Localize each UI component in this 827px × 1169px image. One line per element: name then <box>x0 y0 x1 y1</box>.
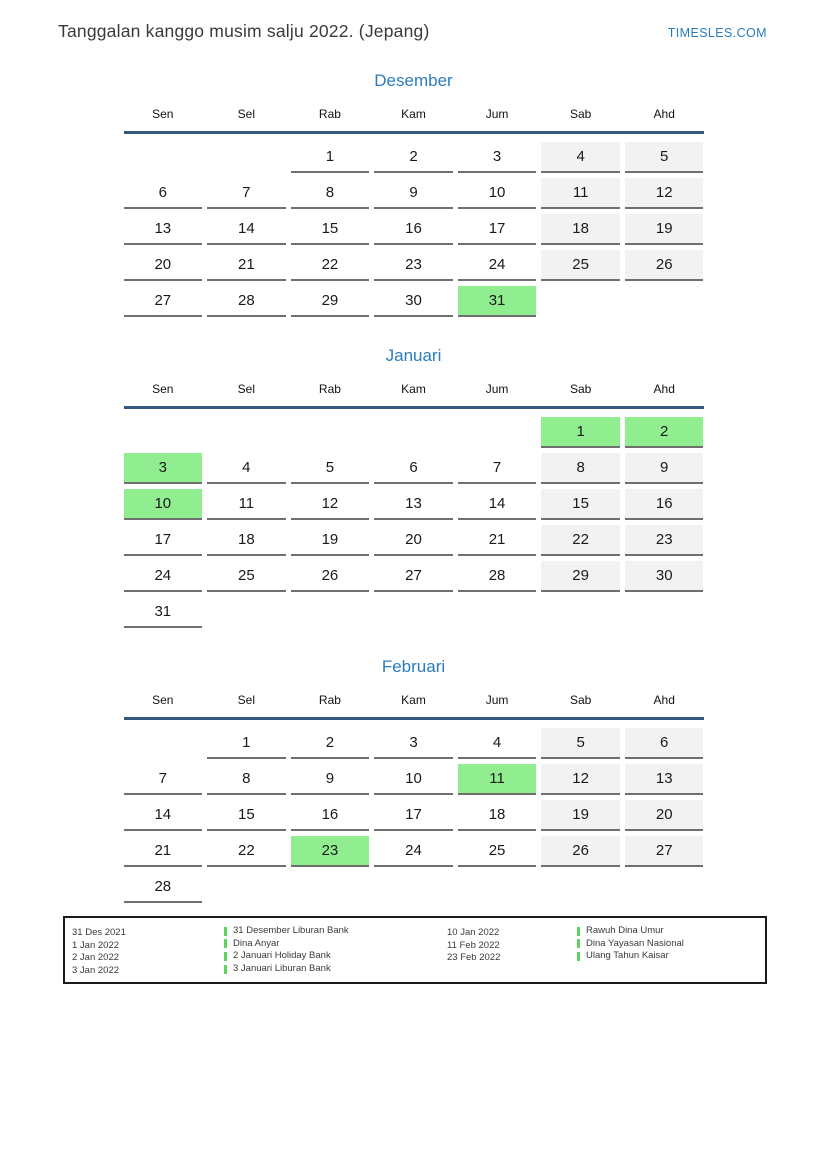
week-row <box>124 178 704 209</box>
day-cell: 26 <box>291 561 370 592</box>
day-cell: 18 <box>541 214 620 245</box>
legend-box <box>63 916 767 984</box>
day-cell: 30 <box>625 561 704 592</box>
legend-row <box>224 950 447 963</box>
day-cell: 13 <box>124 214 203 245</box>
day-cell-empty <box>124 728 203 759</box>
legend-row <box>72 963 224 976</box>
day-cell: 5 <box>625 142 704 173</box>
month-grid <box>124 409 704 628</box>
day-cell: 3 <box>374 728 453 759</box>
day-cell-empty <box>207 142 286 173</box>
legend-label: 2 Januari Holiday Bank <box>233 950 331 962</box>
weekday-label: Ahd <box>653 693 675 707</box>
legend-label: Rawuh Dina Umur <box>586 925 664 936</box>
day-cell: 16 <box>625 489 704 520</box>
day-cell-empty <box>291 417 370 448</box>
day-cell-empty <box>374 597 453 628</box>
day-cell: 4 <box>458 728 537 759</box>
month-title: Januari <box>385 346 442 365</box>
legend-date: 1 Jan 2022 <box>72 939 120 951</box>
weekday-header-row <box>124 382 704 409</box>
brand-link[interactable]: TIMESLES.COM <box>667 26 767 40</box>
calendar-months <box>0 71 827 903</box>
day-cell: 4 <box>207 453 286 484</box>
day-cell: 8 <box>207 764 286 795</box>
legend-date: 2 Jan 2022 <box>72 952 120 964</box>
day-cell: 7 <box>124 764 203 795</box>
legend-row <box>577 938 765 951</box>
holiday-marker-icon <box>224 939 227 948</box>
day-cell: 20 <box>374 525 453 556</box>
day-cell: 1 <box>207 728 286 759</box>
weekday-label: Sab <box>569 107 592 121</box>
day-cell: 15 <box>541 489 620 520</box>
legend-labels-column <box>224 925 447 975</box>
day-cell: 23 <box>291 836 370 867</box>
day-cell: 27 <box>124 286 203 317</box>
holiday-marker-icon <box>224 965 227 974</box>
day-cell: 9 <box>625 453 704 484</box>
weekday-label: Kam <box>401 693 426 707</box>
weekday-label: Sel <box>237 382 256 396</box>
weekday-label: Kam <box>401 382 426 396</box>
day-cell: 7 <box>207 178 286 209</box>
week-row <box>124 872 704 903</box>
day-cell: 10 <box>458 178 537 209</box>
day-cell: 13 <box>374 489 453 520</box>
day-cell: 2 <box>374 142 453 173</box>
legend-label: 3 Januari Liburan Bank <box>233 962 331 974</box>
week-row <box>124 250 704 281</box>
legend-label: Dina Anyar <box>233 937 280 949</box>
day-cell: 26 <box>541 836 620 867</box>
weekday-label: Ahd <box>653 107 675 121</box>
weekday-label: Sen <box>152 382 174 396</box>
day-cell-empty <box>374 872 453 903</box>
legend-row <box>447 925 577 938</box>
legend-row <box>72 950 224 963</box>
weekday-header-row <box>124 107 704 134</box>
day-cell: 3 <box>124 453 203 484</box>
holiday-marker-icon <box>577 927 580 936</box>
day-cell: 15 <box>207 800 286 831</box>
day-cell-empty <box>291 597 370 628</box>
day-cell: 14 <box>207 214 286 245</box>
legend-row <box>577 950 765 963</box>
legend-date: 3 Jan 2022 <box>72 964 120 976</box>
legend-dates-column <box>447 925 577 975</box>
day-cell-empty <box>124 417 203 448</box>
weekday-label: Sen <box>152 693 174 707</box>
legend-row <box>224 925 447 938</box>
legend-row <box>224 938 447 951</box>
weekday-label: Kam <box>401 107 426 121</box>
page-header <box>0 0 827 42</box>
legend-row <box>447 950 577 963</box>
day-cell-empty <box>541 286 620 317</box>
month-februari <box>124 657 704 903</box>
legend-dates-column <box>72 925 224 975</box>
day-cell-empty <box>207 872 286 903</box>
legend-date: 10 Jan 2022 <box>447 927 500 938</box>
day-cell: 17 <box>458 214 537 245</box>
day-cell: 21 <box>124 836 203 867</box>
day-cell: 3 <box>458 142 537 173</box>
day-cell: 28 <box>458 561 537 592</box>
day-cell-empty <box>124 142 203 173</box>
day-cell: 6 <box>374 453 453 484</box>
day-cell: 9 <box>291 764 370 795</box>
day-cell-empty <box>458 872 537 903</box>
day-cell: 5 <box>541 728 620 759</box>
day-cell-empty <box>458 417 537 448</box>
legend-date: 31 Des 2021 <box>72 927 126 938</box>
weekday-label: Sen <box>152 107 174 121</box>
week-row <box>124 453 704 484</box>
legend-row <box>72 938 224 951</box>
day-cell: 6 <box>625 728 704 759</box>
day-cell: 5 <box>291 453 370 484</box>
day-cell: 21 <box>207 250 286 281</box>
page-title: Tanggalan kanggo musim salju 2022. (Jepang) <box>58 21 430 41</box>
week-row <box>124 764 704 795</box>
day-cell: 14 <box>124 800 203 831</box>
day-cell: 28 <box>207 286 286 317</box>
month-grid <box>124 720 704 903</box>
day-cell: 23 <box>374 250 453 281</box>
day-cell-empty <box>291 872 370 903</box>
day-cell: 11 <box>541 178 620 209</box>
day-cell: 27 <box>374 561 453 592</box>
day-cell-empty <box>541 872 620 903</box>
day-cell: 25 <box>458 836 537 867</box>
day-cell: 20 <box>124 250 203 281</box>
week-row <box>124 836 704 867</box>
week-row <box>124 597 704 628</box>
day-cell: 13 <box>625 764 704 795</box>
day-cell: 6 <box>124 178 203 209</box>
day-cell: 15 <box>291 214 370 245</box>
legend-label: 31 Desember Liburan Bank <box>233 925 349 936</box>
day-cell: 12 <box>625 178 704 209</box>
weekday-label: Jum <box>485 107 509 121</box>
day-cell: 25 <box>541 250 620 281</box>
week-row <box>124 561 704 592</box>
day-cell: 24 <box>124 561 203 592</box>
week-row <box>124 728 704 759</box>
week-row <box>124 417 704 448</box>
day-cell: 19 <box>291 525 370 556</box>
day-cell: 14 <box>458 489 537 520</box>
weekday-label: Sab <box>569 382 592 396</box>
day-cell: 11 <box>207 489 286 520</box>
day-cell: 29 <box>541 561 620 592</box>
week-row <box>124 214 704 245</box>
weekday-label: Ahd <box>653 382 675 396</box>
weekday-label: Sel <box>237 107 256 121</box>
week-row <box>124 800 704 831</box>
day-cell-empty <box>541 597 620 628</box>
day-cell: 28 <box>124 872 203 903</box>
day-cell: 19 <box>625 214 704 245</box>
week-row <box>124 489 704 520</box>
day-cell: 8 <box>541 453 620 484</box>
month-title: Desember <box>374 71 453 90</box>
holiday-marker-icon <box>224 927 227 936</box>
holiday-marker-icon <box>577 952 580 961</box>
day-cell: 2 <box>291 728 370 759</box>
month-title: Februari <box>381 657 446 676</box>
legend-label: Dina Yayasan Nasional <box>586 937 684 949</box>
month-grid <box>124 134 704 317</box>
week-row <box>124 286 704 317</box>
day-cell: 9 <box>374 178 453 209</box>
day-cell-empty <box>207 417 286 448</box>
day-cell: 1 <box>291 142 370 173</box>
day-cell: 25 <box>207 561 286 592</box>
day-cell: 16 <box>374 214 453 245</box>
day-cell: 26 <box>625 250 704 281</box>
day-cell: 16 <box>291 800 370 831</box>
holiday-marker-icon <box>224 952 227 961</box>
day-cell: 24 <box>458 250 537 281</box>
weekday-label: Rab <box>318 107 341 121</box>
day-cell: 12 <box>541 764 620 795</box>
weekday-label: Sel <box>237 693 256 707</box>
day-cell: 17 <box>124 525 203 556</box>
day-cell: 10 <box>124 489 203 520</box>
day-cell-empty <box>374 417 453 448</box>
day-cell-empty <box>625 872 704 903</box>
day-cell: 8 <box>291 178 370 209</box>
day-cell: 30 <box>374 286 453 317</box>
day-cell: 31 <box>458 286 537 317</box>
legend-row <box>224 963 447 976</box>
day-cell: 22 <box>207 836 286 867</box>
weekday-header-row <box>124 693 704 720</box>
day-cell: 31 <box>124 597 203 628</box>
day-cell: 10 <box>374 764 453 795</box>
legend-row <box>447 938 577 951</box>
day-cell: 17 <box>374 800 453 831</box>
day-cell: 19 <box>541 800 620 831</box>
day-cell: 22 <box>291 250 370 281</box>
weekday-label: Sab <box>569 693 592 707</box>
day-cell: 29 <box>291 286 370 317</box>
day-cell: 1 <box>541 417 620 448</box>
day-cell: 24 <box>374 836 453 867</box>
day-cell: 27 <box>625 836 704 867</box>
legend-labels-column <box>577 925 765 975</box>
legend-row <box>72 925 224 938</box>
day-cell: 23 <box>625 525 704 556</box>
day-cell-empty <box>458 597 537 628</box>
day-cell-empty <box>625 286 704 317</box>
day-cell-empty <box>207 597 286 628</box>
day-cell: 4 <box>541 142 620 173</box>
legend-label: Ulang Tahun Kaisar <box>586 950 669 962</box>
day-cell-empty <box>625 597 704 628</box>
day-cell: 12 <box>291 489 370 520</box>
day-cell: 18 <box>207 525 286 556</box>
weekday-label: Jum <box>485 382 509 396</box>
day-cell: 11 <box>458 764 537 795</box>
legend-row <box>577 925 765 938</box>
week-row <box>124 142 704 173</box>
day-cell: 7 <box>458 453 537 484</box>
weekday-label: Jum <box>485 693 509 707</box>
weekday-label: Rab <box>318 693 341 707</box>
week-row <box>124 525 704 556</box>
holiday-marker-icon <box>577 939 580 948</box>
legend-date: 11 Feb 2022 <box>447 939 500 951</box>
weekday-label: Rab <box>318 382 341 396</box>
legend-date: 23 Feb 2022 <box>447 952 501 964</box>
day-cell: 21 <box>458 525 537 556</box>
day-cell: 20 <box>625 800 704 831</box>
day-cell: 2 <box>625 417 704 448</box>
day-cell: 22 <box>541 525 620 556</box>
day-cell: 18 <box>458 800 537 831</box>
month-desember <box>124 71 704 317</box>
month-januari <box>124 346 704 628</box>
